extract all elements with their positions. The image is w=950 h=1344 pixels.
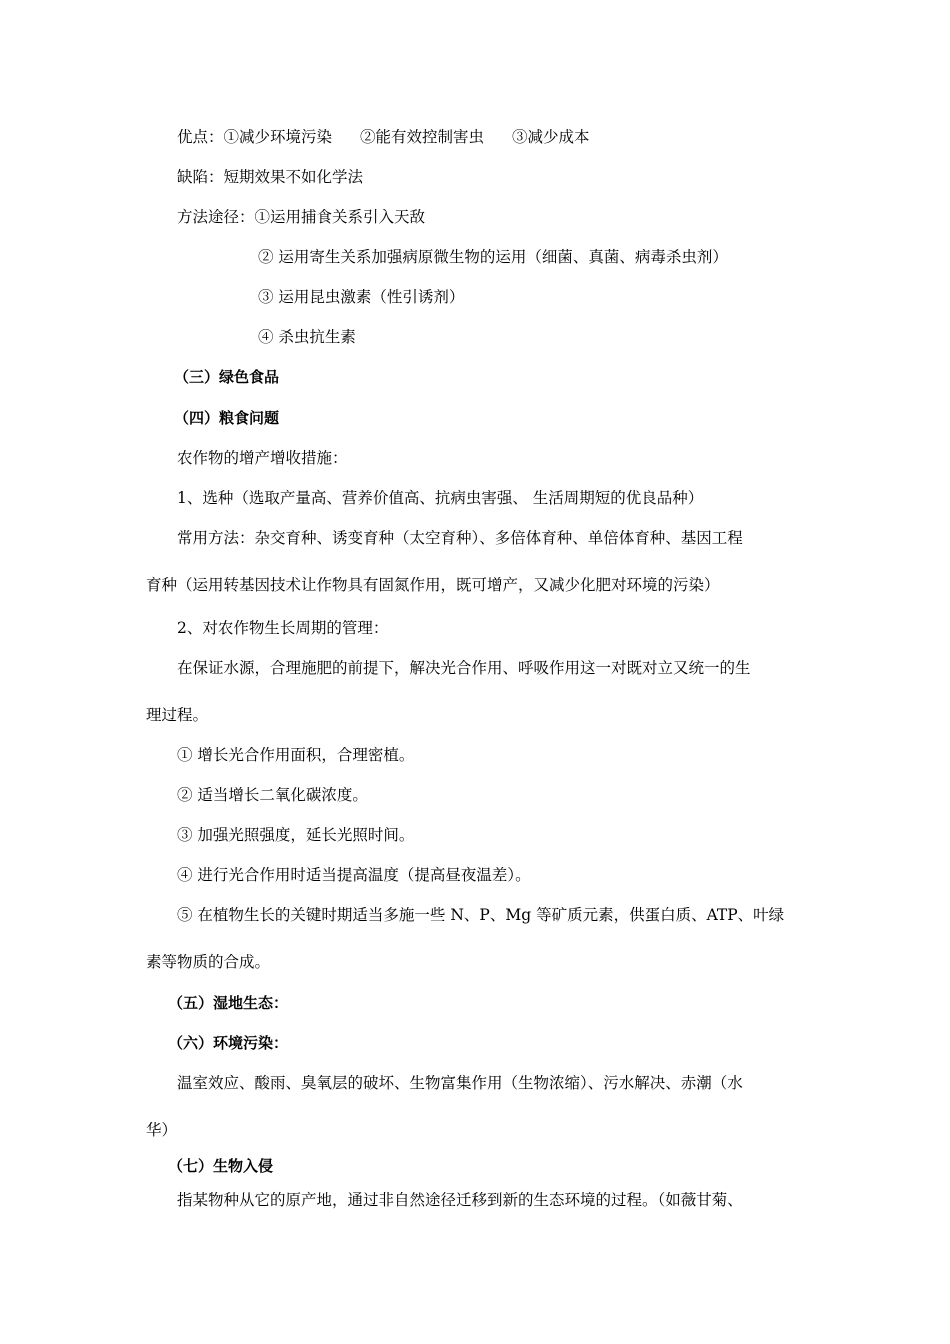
method-4: ④ 杀虫抗生素 <box>258 328 356 346</box>
measure-1: ① 增长光合作用面积，合理密植。 <box>177 746 415 764</box>
common-methods-line-2: 育种（运用转基因技术让作物具有固氮作用，既可增产，又减少化肥对环境的污染） <box>146 576 720 594</box>
section-heading-7: （七）生物入侵 <box>168 1157 274 1175</box>
measure-4: ④ 进行光合作用时适当提高温度（提高昼夜温差）。 <box>177 866 531 884</box>
section-heading-4: （四）粮食问题 <box>174 409 280 427</box>
advantage-3: ③减少成本 <box>512 128 590 146</box>
pollution-line-2: 华） <box>146 1121 178 1139</box>
common-methods-line-1: 常用方法：杂交育种、诱变育种（太空育种）、多倍体育种、单倍体育种、基因工程 <box>177 529 743 547</box>
pollution-line-1: 温室效应、酸雨、臭氧层的破坏、生物富集作用（生物浓缩）、污水解决、赤潮（水 <box>177 1074 743 1092</box>
section-heading-3: （三）绿色食品 <box>174 368 280 386</box>
invasion-definition: 指某物种从它的原产地，通过非自然途径迁移到新的生态环境的过程。（如薇甘菊、 <box>177 1191 743 1209</box>
measure-2: ② 适当增长二氧化碳浓度。 <box>177 786 368 804</box>
paragraph-line-2: 理过程。 <box>146 706 209 724</box>
disadvantage-line: 缺陷：短期效果不如化学法 <box>177 168 364 186</box>
advantages-label: 优点： <box>177 128 224 146</box>
method-3: ③ 运用昆虫激素（性引诱剂） <box>258 288 465 306</box>
advantage-2: ②能有效控制害虫 <box>360 128 485 146</box>
measure-5-line-1: ⑤ 在植物生长的关键时期适当多施一些 N、P、Mg 等矿质元素，供蛋白质、ATP、叶绿 <box>177 906 785 924</box>
measure-3: ③ 加强光照强度，延长光照时间。 <box>177 826 415 844</box>
paragraph-line-1: 在保证水源，合理施肥的前提下，解决光合作用、呼吸作用这一对既对立又统一的生 <box>177 659 751 677</box>
crop-measures-intro: 农作物的增产增收措施： <box>177 449 348 467</box>
step-2-management: 2、对农作物生长周期的管理： <box>177 619 389 637</box>
measure-5-line-2: 素等物质的合成。 <box>146 953 271 971</box>
advantages-line <box>177 127 590 147</box>
step-1-selection: 1、选种（选取产量高、营养价值高、抗病虫害强、 生活周期短的优良品种） <box>177 489 704 507</box>
section-heading-6: （六）环境污染： <box>168 1034 289 1052</box>
section-heading-5: （五）湿地生态： <box>168 994 289 1012</box>
methods-heading-line: 方法途径：①运用捕食关系引入天敌 <box>177 208 426 226</box>
advantage-1: ①减少环境污染 <box>223 128 333 146</box>
method-2: ② 运用寄生关系加强病原微生物的运用（细菌、真菌、病毒杀虫剂） <box>258 248 728 266</box>
